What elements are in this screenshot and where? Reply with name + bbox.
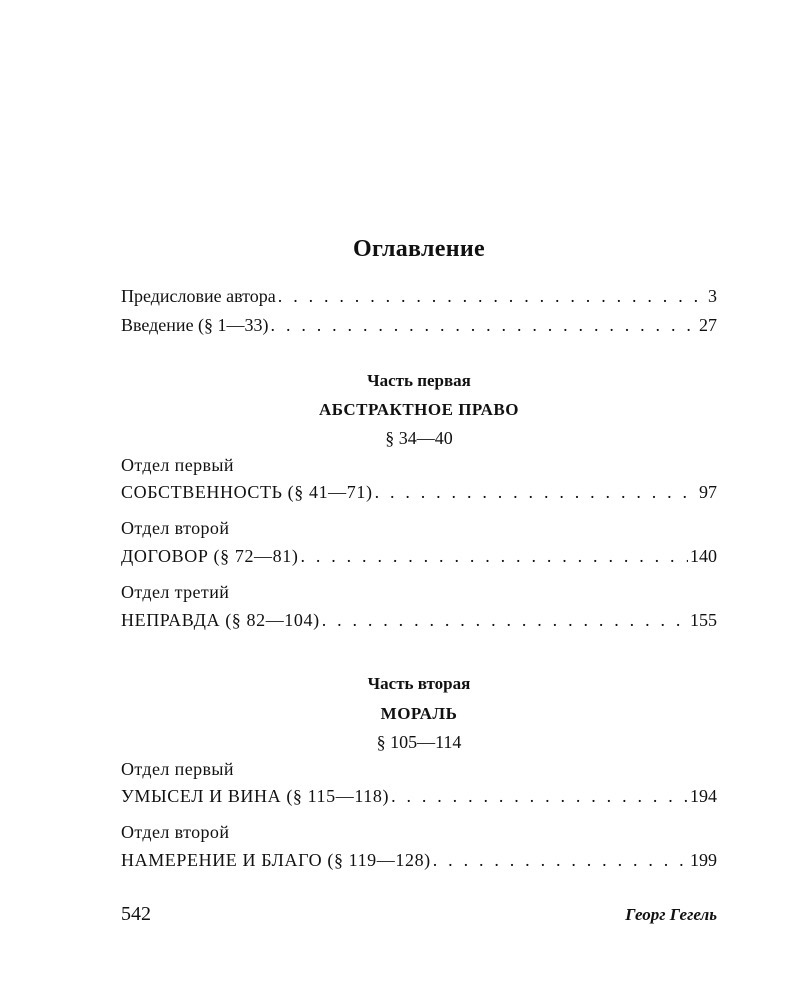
toc-entry-label: Предисловие автора — [121, 286, 276, 306]
section-label: Отдел первый — [121, 759, 234, 779]
dot-leader — [300, 545, 688, 567]
part-two-name: МОРАЛЬ — [380, 704, 458, 723]
section-label: Отдел второй — [121, 822, 230, 842]
part-two-range: § 105—114 — [376, 732, 462, 752]
dot-leader — [278, 285, 706, 307]
part-two-heading: Часть вторая — [367, 674, 471, 693]
toc-entry-property — [121, 481, 717, 503]
dot-leader — [391, 785, 688, 807]
part-one-name: АБСТРАКТНОЕ ПРАВО — [319, 400, 519, 419]
dot-leader — [322, 609, 688, 631]
toc-entry-label: НАМЕРЕНИЕ И БЛАГО (§ 119—128) — [121, 850, 431, 870]
toc-entry-page: 3 — [708, 286, 717, 306]
section-label: Отдел первый — [121, 455, 234, 475]
section-label: Отдел третий — [121, 582, 230, 602]
toc-entry-page: 97 — [699, 482, 717, 502]
dot-leader — [375, 481, 697, 503]
page-number: 542 — [121, 903, 151, 925]
toc-entry-page: 27 — [699, 315, 717, 335]
part-one-range: § 34—40 — [385, 428, 453, 448]
toc-entry-label: УМЫСЕЛ И ВИНА (§ 115—118) — [121, 786, 390, 806]
page-title: Оглавление — [353, 236, 485, 262]
toc-entry-purpose — [121, 785, 717, 807]
toc-entry-preface — [121, 285, 717, 307]
running-footer-author: Георг Гегель — [625, 905, 717, 924]
toc-entry-label: ДОГОВОР (§ 72—81) — [121, 546, 299, 566]
toc-entry-label: НЕПРАВДА (§ 82—104) — [121, 610, 320, 630]
toc-entry-label: СОБСТВЕННОСТЬ (§ 41—71) — [121, 482, 373, 502]
toc-entry-introduction — [121, 314, 717, 336]
part-one-heading: Часть первая — [367, 371, 471, 390]
toc-entry-page: 194 — [690, 786, 717, 806]
dot-leader — [433, 849, 688, 871]
dot-leader — [271, 314, 697, 336]
toc-entry-contract — [121, 545, 717, 567]
toc-entry-page: 155 — [690, 610, 717, 630]
toc-entry-intention — [121, 849, 717, 871]
toc-entry-page: 199 — [690, 850, 717, 870]
toc-entry-page: 140 — [690, 546, 717, 566]
toc-entry-wrong — [121, 609, 717, 631]
toc-entry-label: Введение (§ 1—33) — [121, 315, 269, 335]
toc-page — [121, 0, 717, 1000]
section-label: Отдел второй — [121, 518, 230, 538]
